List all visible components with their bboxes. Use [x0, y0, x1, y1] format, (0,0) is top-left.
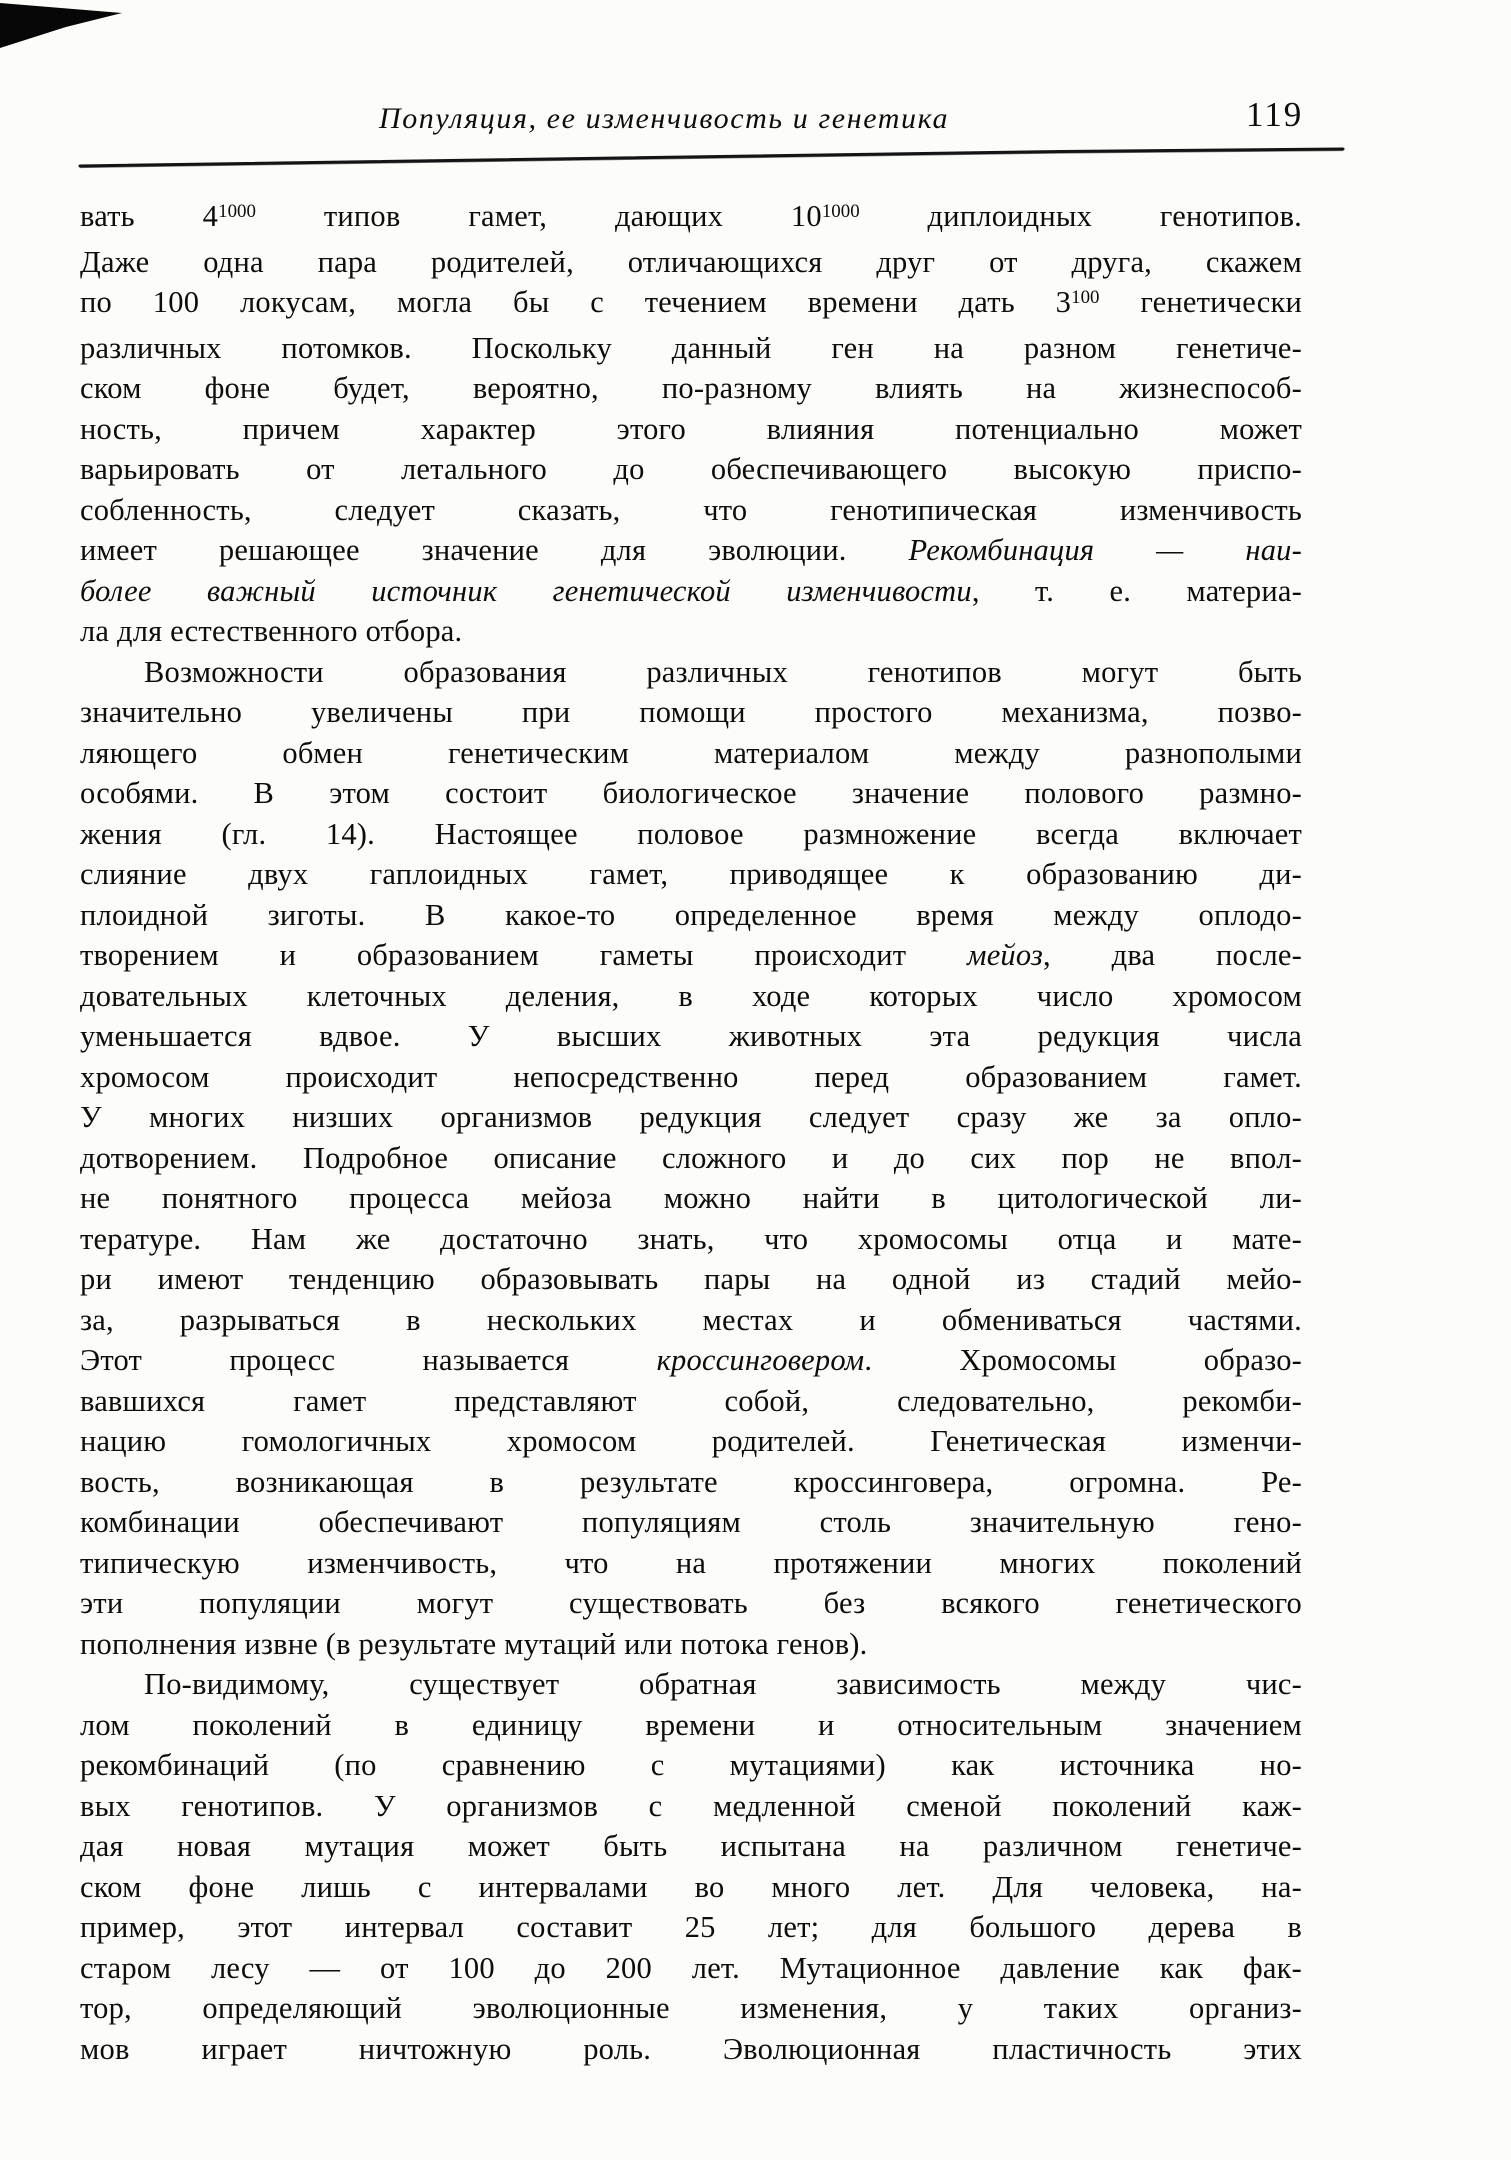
text-line — [80, 1057, 1302, 1098]
text-run: вость, возникающая в результате кроссинговера, огромна. Ре- — [80, 1464, 1302, 1499]
text-run: рекомбинаций (по сравнению с мутациями) как источника но- — [80, 1748, 1302, 1782]
superscript: 100 — [1071, 286, 1100, 308]
text-line — [80, 1340, 1302, 1381]
text-run: старом лесу — от 100 до 200 лет. Мутационное давление как фак- — [80, 1950, 1302, 1985]
text-line — [80, 773, 1302, 814]
text-line — [80, 1097, 1302, 1138]
text-line — [80, 368, 1302, 409]
text-run: жения (гл. 14). Настоящее половое размножение всегда включает — [80, 816, 1302, 851]
text-run: мов играет ничтожную роль. Эволюционная пластичность этих — [80, 2031, 1302, 2066]
text-run: ла для естественного отбора. — [80, 614, 463, 648]
text-line — [80, 282, 1302, 328]
text-run: комбинации обеспечивают популяциям столь значительную гено- — [80, 1505, 1302, 1539]
text-run: хромосом происходит непосредственно перед образованием гамет. — [80, 1059, 1302, 1094]
text-line — [80, 1219, 1302, 1260]
text-run: . Хромосомы образо- — [864, 1343, 1303, 1377]
text-line — [80, 242, 1302, 283]
text-run: вавшихся гамет представляют собой, следовательно, рекомби- — [80, 1383, 1302, 1418]
text-line — [80, 935, 1302, 976]
text-line — [80, 1948, 1302, 1989]
paragraph — [80, 196, 1302, 652]
text-line — [80, 733, 1302, 774]
text-line — [80, 1421, 1302, 1462]
text-run: Возможности образования различных генотипов могут быть — [144, 654, 1302, 689]
text-run: тор, определяющий эволюционные изменения, у таких организ- — [80, 1991, 1302, 2025]
text-line — [80, 1543, 1302, 1584]
text-run: пример, этот интервал составит 25 лет; для большого дерева в — [80, 1910, 1302, 1944]
text-run: ри имеют тенденцию образовывать пары на одной из стадий мейо- — [80, 1262, 1302, 1296]
text-run: собленность, следует сказать, что генотипическая изменчивость — [80, 492, 1302, 527]
text-run: различных потомков. Поскольку данный ген на разном генетиче- — [80, 330, 1302, 365]
text-run: дотворением. Подробное описание сложного и до сих пор не впол- — [80, 1140, 1302, 1175]
text-run: уменьшается вдвое. У высших животных эта редукция числа — [80, 1019, 1302, 1053]
text-run: вых генотипов. У организмов с медленной сменой поколений каж- — [80, 1788, 1302, 1823]
text-run: за, разрываться в нескольких местах и обмениваться частями. — [80, 1302, 1302, 1337]
italic-run: Рекомбинация — наи- — [908, 533, 1302, 567]
running-head-title: Популяция, ее изменчивость и генетика — [378, 102, 950, 135]
text-line — [80, 1745, 1302, 1786]
text-line — [80, 1259, 1302, 1300]
text-line — [80, 571, 1302, 612]
text-line — [80, 1786, 1302, 1827]
text-line — [80, 1867, 1302, 1908]
italic-run: мейоз — [967, 938, 1044, 972]
text-run: довательных клеточных деления, в ходе которых число хромосом — [80, 978, 1302, 1013]
text-run: дая новая мутация может быть испытана на различном генетиче- — [80, 1829, 1302, 1863]
text-line — [80, 1016, 1302, 1057]
text-run: лом поколений в единицу времени и относительным значением — [80, 1707, 1302, 1742]
text-run: пополнения извне (в результате мутаций или потока генов). — [80, 1626, 868, 1661]
text-line — [80, 409, 1302, 450]
text-run: , два после- — [1043, 938, 1302, 972]
text-line — [80, 2029, 1302, 2070]
superscript: 1000 — [218, 200, 256, 222]
text-run: тературе. Нам же достаточно знать, что хромосомы отца и мате- — [80, 1221, 1302, 1256]
text-run: слияние двух гаплоидных гамет, приводящее к образованию ди- — [80, 857, 1302, 891]
text-run: творением и образованием гаметы происходит — [80, 938, 968, 972]
text-line — [80, 449, 1302, 490]
text-line — [80, 1178, 1302, 1219]
text-run: типическую изменчивость, что на протяжении многих поколений — [80, 1545, 1302, 1580]
text-line — [80, 490, 1302, 531]
text-run: особями. В этом состоит биологическое значение полового размно- — [80, 776, 1302, 810]
text-run: ляющего обмен генетическим материалом между разнополыми — [80, 735, 1302, 770]
italic-run: кроссинговером — [656, 1343, 865, 1377]
text-line — [80, 976, 1302, 1017]
paragraph — [80, 652, 1302, 1665]
text-line — [80, 1138, 1302, 1179]
text-line — [80, 652, 1302, 693]
text-run: эти популяции могут существовать без всякого генетического — [80, 1586, 1302, 1620]
text-run: типов гамет, дающих 10 — [255, 199, 822, 233]
text-run: Даже одна пара родителей, отличающихся друг от друга, скажем — [80, 244, 1302, 279]
italic-run: более важный источник генетической изменчивости — [80, 573, 972, 608]
text-line — [80, 196, 1302, 242]
text-line — [80, 1705, 1302, 1746]
text-line — [80, 1624, 1302, 1665]
text-line — [80, 328, 1302, 369]
text-run: , т. е. материа- — [971, 573, 1303, 608]
text-line — [80, 814, 1302, 855]
page-body — [80, 196, 1302, 2069]
text-line — [80, 1826, 1302, 1867]
text-line — [80, 1462, 1302, 1503]
text-run: ском фоне лишь с интервалами во много лет. Для человека, на- — [80, 1869, 1302, 1904]
superscript: 1000 — [821, 200, 860, 222]
text-line — [80, 1664, 1302, 1705]
text-line — [80, 854, 1302, 895]
text-line — [80, 692, 1302, 733]
text-run: ском фоне будет, вероятно, по-разному влиять на жизнеспособ- — [80, 371, 1302, 405]
text-line — [80, 611, 1302, 652]
text-line — [80, 895, 1302, 936]
page-number: 119 — [1246, 95, 1304, 134]
paragraph — [80, 1664, 1302, 2069]
text-run: имеет решающее значение для эволюции. — [80, 533, 909, 567]
text-run: генетически — [1099, 285, 1302, 319]
text-line — [80, 1300, 1302, 1341]
text-run: значительно увеличены при помощи простого механизма, позво- — [80, 695, 1302, 729]
text-run: вать 4 — [80, 199, 219, 233]
text-line — [80, 1907, 1302, 1948]
header-rule — [0, 140, 1511, 180]
text-run: У многих низших организмов редукция следует сразу же за опло- — [80, 1100, 1302, 1134]
text-run: По-видимому, существует обратная зависимость между чис- — [144, 1667, 1302, 1701]
text-line — [80, 1502, 1302, 1543]
scan-corner-artifact — [0, 0, 122, 50]
text-line — [80, 1583, 1302, 1624]
text-run: плоидной зиготы. В какое-то определенное время между оплодо- — [80, 897, 1302, 932]
text-run: не понятного процесса мейоза можно найти в цитологической ли- — [80, 1181, 1302, 1215]
text-run: варьировать от летального до обеспечивающего высокую приспо- — [80, 452, 1302, 486]
text-run: ность, причем характер этого влияния потенциально может — [80, 411, 1302, 446]
text-run: диплоидных генотипов. — [859, 199, 1303, 233]
text-run: по 100 локусам, могла бы с течением времени дать 3 — [80, 285, 1072, 319]
text-run: нацию гомологичных хромосом родителей. Генетическая изменчи- — [80, 1424, 1302, 1458]
text-line — [80, 1381, 1302, 1422]
text-line — [80, 530, 1302, 571]
text-run: Этот процесс называется — [80, 1343, 657, 1377]
text-line — [80, 1988, 1302, 2029]
